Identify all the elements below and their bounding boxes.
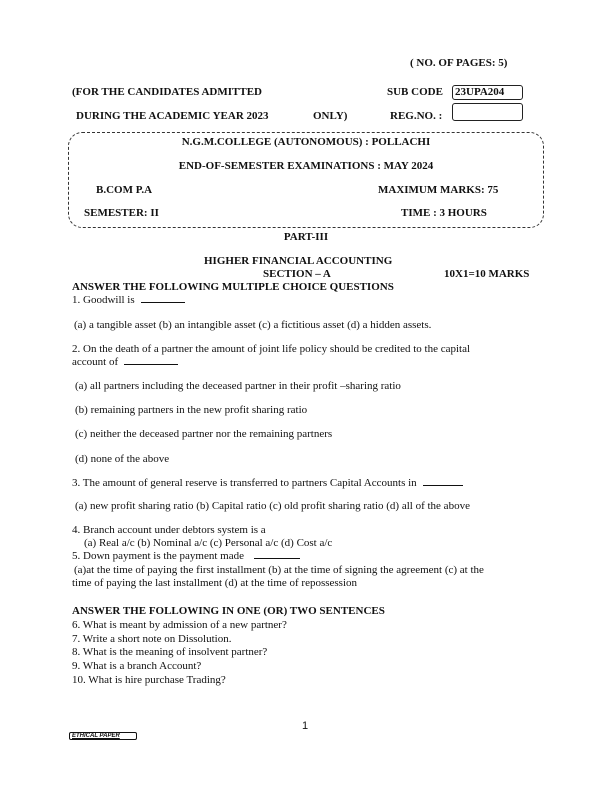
short-question-6: 6. What is meant by admission of a new partner? — [72, 619, 287, 631]
page-number: 1 — [302, 720, 309, 732]
short-question-7: 7. Write a short note on Dissolution. — [72, 633, 232, 645]
part-heading: PART-III — [283, 231, 329, 243]
question-5-options-line-2: time of paying the last installment (d) at the time of repossession — [72, 577, 358, 589]
question-2-line-1: 2. On the death of a partner the amount of joint life policy should be credited to the capital — [72, 343, 471, 355]
short-question-10: 10. What is hire purchase Trading? — [72, 674, 226, 686]
question-5-options-line-1: (a)at the time of paying the first installment (b) at the time of signing the agreement (c) at the — [74, 564, 484, 576]
section-marks: 10X1=10 MARKS — [444, 268, 530, 280]
no-of-pages: ( NO. OF PAGES: 5) — [410, 57, 508, 69]
question-4: 4. Branch account under debtors system is a — [72, 524, 266, 536]
academic-year-text: DURING THE ACADEMIC YEAR 2023 — [76, 110, 269, 122]
question-3 — [72, 477, 463, 489]
semester: SEMESTER: II — [84, 207, 159, 219]
question-3-text: 3. The amount of general reserve is transferred to partners Capital Accounts in — [72, 477, 417, 489]
subject-title: HIGHER FINANCIAL ACCOUNTING — [204, 255, 393, 267]
short-answer-heading: ANSWER THE FOLLOWING IN ONE (OR) TWO SENTENCES — [72, 605, 385, 617]
question-2-line-2 — [72, 356, 178, 368]
mcq-heading: ANSWER THE FOLLOWING MULTIPLE CHOICE QUESTIONS — [72, 281, 394, 293]
for-candidates-text: (FOR THE CANDIDATES ADMITTED — [72, 86, 262, 98]
question-3-options: (a) new profit sharing ratio (b) Capital ratio (c) old profit sharing ratio (d) all of the above — [75, 500, 470, 512]
answer-blank — [124, 364, 178, 365]
ethical-paper-stamp: ETHICAL PAPER — [69, 732, 137, 740]
question-5 — [72, 550, 300, 562]
short-question-8: 8. What is the meaning of insolvent partner? — [72, 646, 268, 658]
short-question-9: 9. What is a branch Account? — [72, 660, 202, 672]
exam-title: END-OF-SEMESTER EXAMINATIONS : MAY 2024 — [178, 160, 434, 172]
question-2-option-b: (b) remaining partners in the new profit sharing ratio — [75, 404, 308, 416]
exam-time: TIME : 3 HOURS — [401, 207, 487, 219]
course-name: B.COM P.A — [96, 184, 153, 196]
question-5-text: 5. Down payment is the payment made — [72, 550, 244, 562]
reg-no-label: REG.NO. : — [390, 110, 443, 122]
max-marks: MAXIMUM MARKS: 75 — [378, 184, 499, 196]
college-name: N.G.M.COLLEGE (AUTONOMOUS) : POLLACHI — [181, 136, 431, 148]
sub-code-field[interactable]: 23UPA204 — [452, 85, 523, 100]
question-1-options: (a) a tangible asset (b) an intangible asset (c) a fictitious asset (d) a hidden assets. — [74, 319, 432, 331]
answer-blank — [254, 558, 300, 559]
question-2-option-c: (c) neither the deceased partner nor the remaining partners — [75, 428, 333, 440]
question-1-text: 1. Goodwill is — [72, 294, 135, 306]
sub-code-label: SUB CODE — [387, 86, 443, 98]
reg-no-field[interactable] — [452, 103, 523, 121]
question-1 — [72, 294, 185, 306]
question-2-text: account of — [72, 356, 119, 368]
answer-blank — [141, 302, 185, 303]
question-2-option-d: (d) none of the above — [75, 453, 170, 465]
question-2-option-a: (a) all partners including the deceased partner in their profit –sharing ratio — [75, 380, 401, 392]
only-text: ONLY) — [313, 110, 348, 122]
question-4-options: (a) Real a/c (b) Nominal a/c (c) Personal a/c (d) Cost a/c — [84, 537, 333, 549]
section-heading: SECTION – A — [263, 268, 331, 280]
answer-blank — [423, 485, 463, 486]
